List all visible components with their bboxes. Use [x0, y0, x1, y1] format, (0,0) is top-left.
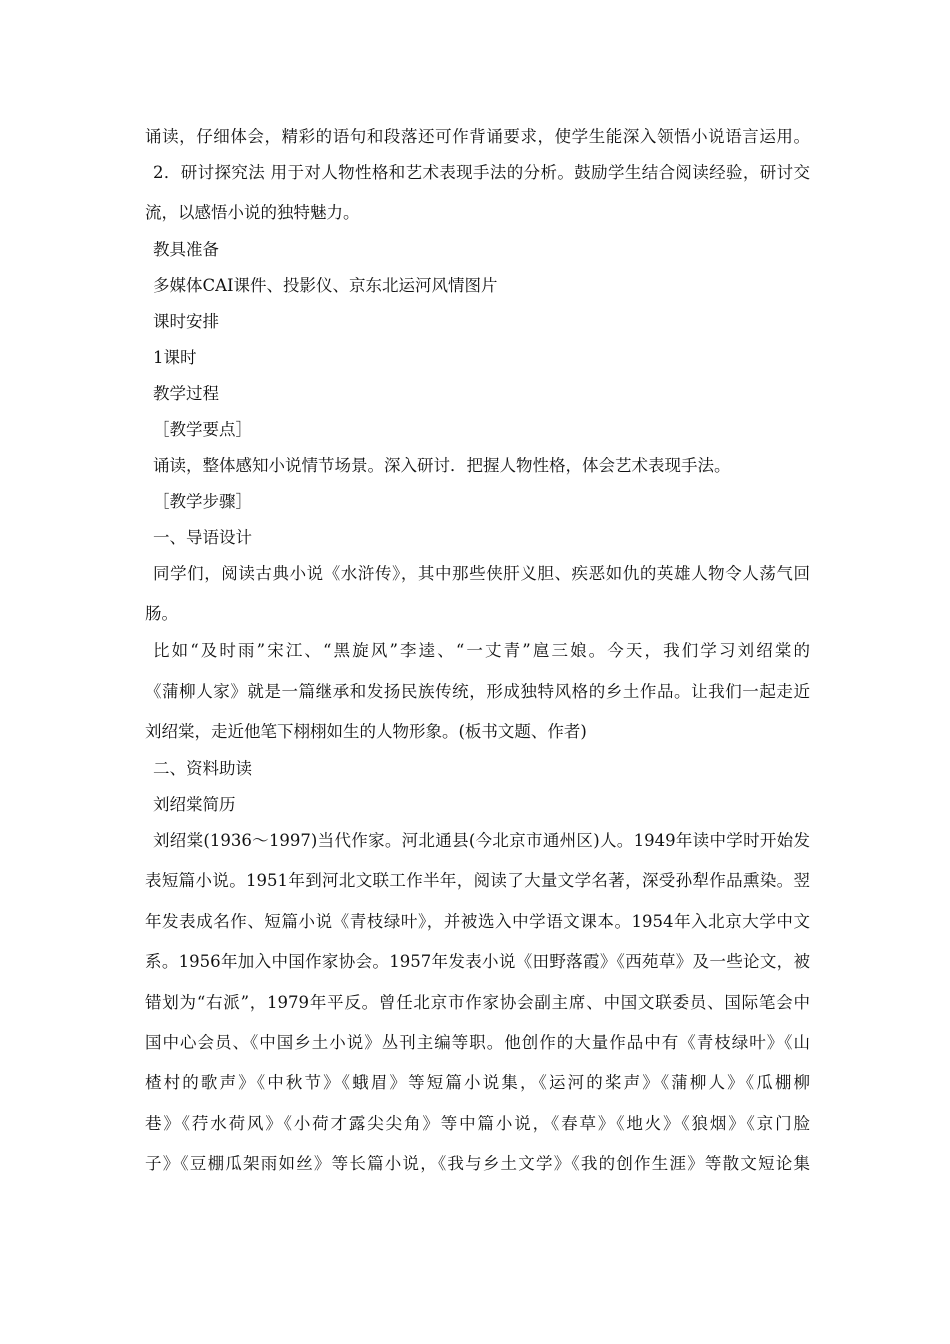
text-line: 国中心会员、《中国乡土小说》丛刊主编等职。他创作的大量作品中有《青枝绿叶》《山	[145, 1033, 810, 1052]
text-line: 流，以感悟小说的独特魅力。	[145, 203, 360, 222]
section-heading: 课时安排	[153, 312, 219, 331]
section-heading: 教学过程	[153, 384, 219, 403]
section-heading: ［教学要点］	[153, 420, 252, 439]
text-line: 子》《豆棚瓜架雨如丝》等长篇小说，《我与乡土文学》《我的创作生涯》等散文短论集	[145, 1154, 810, 1173]
text-line: 楂村的歌声》《中秋节》《蛾眉》等短篇小说集，《运河的桨声》《蒲柳人》《瓜棚柳	[145, 1073, 810, 1092]
text-line: 肠。	[145, 604, 178, 623]
text-line: 《蒲柳人家》就是一篇继承和发扬民族传统，形成独特风格的乡土作品。让我们一起走近	[145, 682, 810, 701]
section-heading: 教具准备	[153, 240, 219, 259]
text-line: 年发表成名作、短篇小说《青枝绿叶》，并被选入中学语文课本。1954年入北京大学中文	[145, 912, 810, 931]
section-heading: 一、导语设计	[153, 528, 252, 547]
text-line: 刘绍棠(1936～1997)当代作家。河北通县(今北京市通州区)人。1949年读中学时开始发	[153, 831, 810, 850]
text-line: 同学们，阅读古典小说《水浒传》，其中那些侠肝义胆、疾恶如仇的英雄人物令人荡气回	[153, 564, 810, 583]
text-line: 系。1956年加入中国作家协会。1957年发表小说《田野落霞》《西苑草》及一些论文，被	[145, 952, 810, 971]
text-line: 错划为“右派”，1979年平反。曾任北京市作家协会副主席、中国文联委员、国际笔会中	[145, 993, 810, 1012]
text-line: 1课时	[153, 348, 197, 367]
section-heading: ［教学步骤］	[153, 492, 252, 511]
text-line: 比如“及时雨”宋江、“黑旋风”李逵、“一丈青”扈三娘。今天，我们学习刘绍棠的	[153, 641, 810, 660]
text-line: 诵读，仔细体会，精彩的语句和段落还可作背诵要求，使学生能深入领悟小说语言运用。	[145, 127, 810, 146]
text-line: 刘绍棠，走近他笔下栩栩如生的人物形象。(板书文题、作者)	[145, 722, 587, 741]
text-line: 2．研讨探究法 用于对人物性格和艺术表现手法的分析。鼓励学生结合阅读经验，研讨交	[153, 163, 810, 182]
section-heading: 二、资料助读	[153, 759, 252, 778]
text-line: 巷》《荇水荷风》《小荷才露尖尖角》等中篇小说，《春草》《地火》《狼烟》《京门脸	[145, 1114, 810, 1133]
section-heading: 刘绍棠简历	[153, 795, 236, 814]
text-line: 诵读，整体感知小说情节场景。深入研讨．把握人物性格，体会艺术表现手法。	[153, 456, 731, 475]
text-line: 表短篇小说。1951年到河北文联工作半年，阅读了大量文学名著，深受孙犁作品熏染。翌	[145, 871, 810, 890]
text-line: 多媒体CAI课件、投影仪、京东北运河风情图片	[153, 276, 498, 295]
